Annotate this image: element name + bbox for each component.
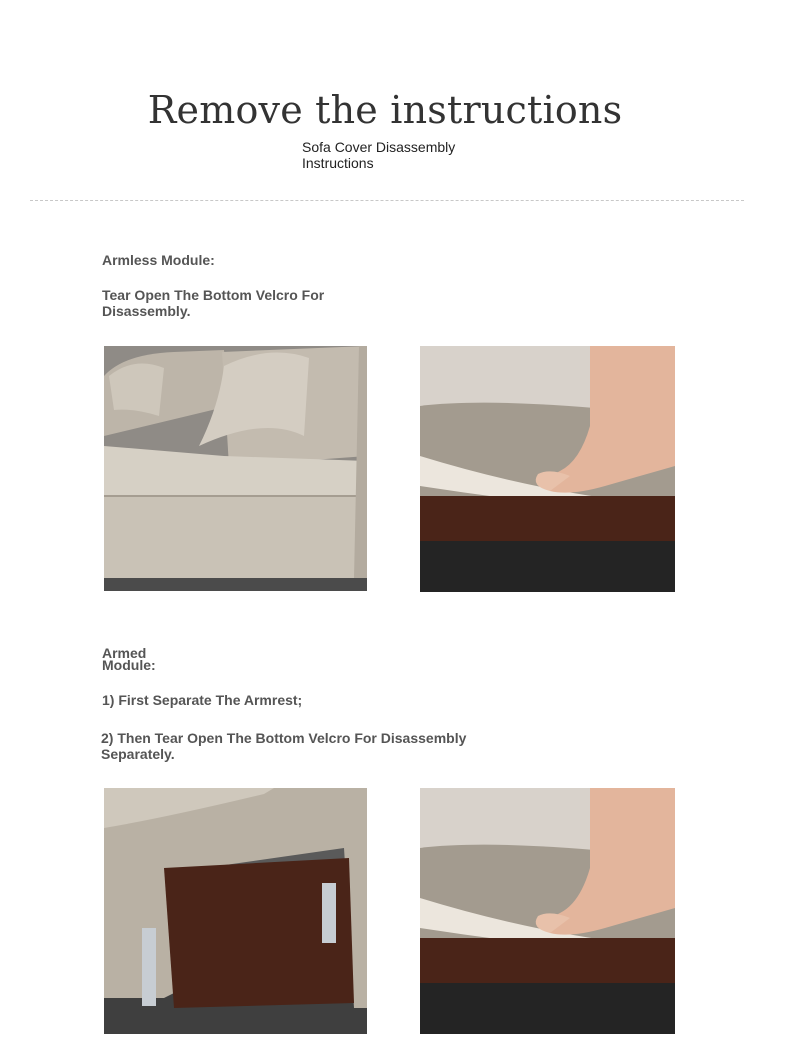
dotted-divider bbox=[30, 200, 744, 201]
page-subtitle: Sofa Cover Disassembly Instructions bbox=[302, 139, 456, 171]
armless-module-heading: Armless Module: bbox=[102, 252, 215, 268]
armed-step-2: 2) Then Tear Open The Bottom Velcro For Disassembly Separately. bbox=[101, 730, 467, 762]
hand-tearing-velcro-photo-2 bbox=[420, 788, 675, 1034]
page-title: Remove the instructions bbox=[147, 88, 623, 132]
armed-module-heading-line2: Module: bbox=[102, 657, 156, 673]
armed-step-1: 1) First Separate The Armrest; bbox=[102, 692, 303, 708]
armed-module-heading-line1: Armed bbox=[102, 645, 147, 661]
armed-module-underside-photo bbox=[104, 788, 367, 1034]
hand-tearing-velcro-photo-1 bbox=[420, 346, 675, 592]
armless-sofa-module-photo bbox=[104, 346, 367, 591]
armless-step-1: Tear Open The Bottom Velcro For Disassembly. bbox=[102, 287, 325, 319]
